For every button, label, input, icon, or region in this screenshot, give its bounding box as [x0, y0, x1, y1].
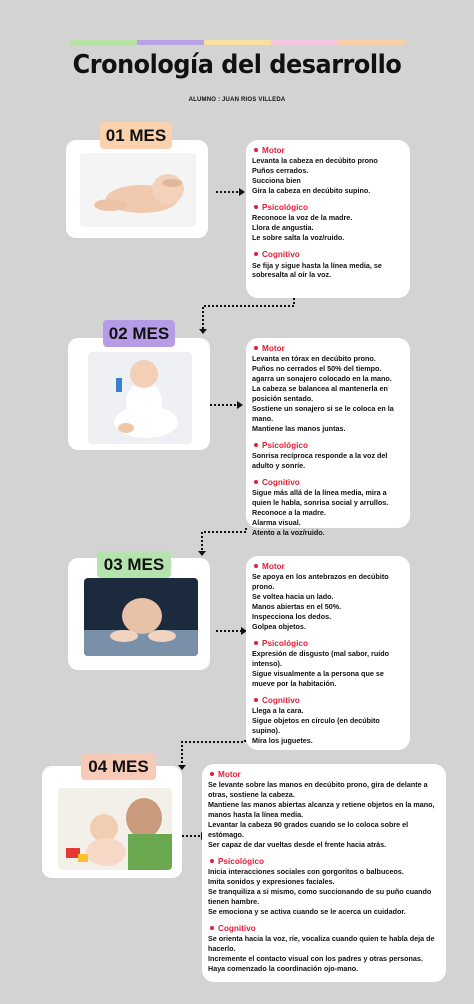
info-line: Inicia interacciones sociales con gorgoritos o balbuceos. [208, 867, 404, 877]
info-line: Reconoce a la madre. [252, 508, 326, 518]
info-line: Sonrisa recíproca responde a la voz del [252, 451, 388, 461]
info-line: Golpea objetos. [252, 622, 306, 631]
section-title-cognitivo: Cognitivo [262, 249, 404, 260]
info-line: posición sentado. [252, 394, 314, 404]
info-line: mueve por la habitación. [252, 679, 337, 689]
info-line: intenso). [252, 659, 282, 669]
section-title-motor: Motor [262, 145, 404, 156]
stage-4-badge: 04 MES [81, 753, 156, 780]
section-title-motor: Motor [262, 561, 404, 572]
info-line: Succiona bien [252, 176, 301, 186]
info-line: otras, sostiene la cabeza. [208, 790, 295, 800]
info-line: Le sobre salta la voz/ruido. [252, 233, 345, 243]
info-line: Expresión de disgusto (mal sabor, ruido [252, 649, 389, 659]
info-line: hacerlo. [208, 944, 236, 954]
info-line: Llega a la cara. [252, 706, 304, 716]
info-line: Se levante sobre las manos en decúbito prono, gira de delante a [208, 780, 428, 790]
info-line: Llora de angustia. [252, 223, 314, 233]
color-bar [137, 40, 204, 45]
color-bar [338, 40, 405, 45]
stage-3-info-card [246, 556, 410, 750]
page-title: Cronología del desarrollo [72, 50, 402, 80]
info-line: adulto y sonríe. [252, 461, 306, 471]
stage-2-badge: 02 MES [103, 320, 175, 347]
section-title-psicologico: Psicológico [262, 440, 404, 451]
info-line: Mantiene las manos juntas. [252, 423, 346, 433]
info-line: Incremente el contacto visual con los padres y otras personas. [208, 954, 423, 964]
info-line: Mantiene las manos abiertas alcanza y retiene objetos en la mano, [208, 800, 435, 810]
info-line: Atento a la voz/ruido. [252, 528, 325, 538]
info-line: tienen hambre. [208, 897, 260, 906]
info-line: Manos abiertas en el 50%. [252, 602, 342, 612]
baby-photo-icon [88, 352, 192, 444]
stage-3-photo [84, 578, 198, 656]
info-line: Levanta la cabeza en decúbito prono [252, 156, 378, 166]
baby-photo-icon [80, 153, 196, 227]
section-title-cognitivo: Cognitivo [262, 695, 404, 706]
section-title-psicologico: Psicológico [262, 202, 404, 213]
info-line: manos hasta la línea media. [208, 810, 304, 820]
color-bar [204, 40, 271, 45]
color-bar [70, 40, 137, 45]
info-line: Sigue visualmente a la persona que se [252, 669, 384, 679]
info-line: Se voltea hacia un lado. [252, 592, 334, 602]
section-title-cognitivo: Cognitivo [218, 923, 440, 934]
info-line: Levanta en tórax en decúbito prono. [252, 354, 376, 364]
stage-1-info-card [246, 140, 410, 298]
info-line: Mira los juguetes. [252, 736, 313, 746]
stage-4-info-card [202, 764, 446, 982]
info-line: Levantar la cabeza 90 grados cuando se lo coloca sobre el [208, 820, 409, 830]
info-line: estómago. [208, 830, 244, 839]
info-line: Haya comenzado la coordinación ojo-mano. [208, 964, 359, 973]
info-line: Sostiene un sonajero si se le coloca en la [252, 404, 394, 413]
info-line: prono. [252, 582, 275, 592]
info-line: Reconoce la voz de la madre. [252, 213, 353, 223]
info-line: Se fija y sigue hasta la línea media, se [252, 260, 382, 270]
info-line: Imita sonidos y expresiones faciales. [208, 877, 335, 887]
section-title-motor: Motor [262, 343, 404, 354]
info-line: Sigue objetos en círculo (en decúbito [252, 716, 380, 726]
info-line: Puños no cerrados el 50% del tiempo. [252, 364, 382, 374]
section-title-psicologico: Psicológico [262, 638, 404, 649]
info-line: Se emociona y se activa cuando se le acerca un cuidador. [208, 906, 406, 916]
info-line: mano. [252, 413, 274, 423]
color-bar [271, 40, 338, 45]
info-line: La cabeza se balancea al mantenerla en [252, 384, 388, 394]
stage-3-badge: 03 MES [97, 551, 171, 578]
stage-2-photo [88, 352, 192, 444]
info-line: Se orienta hacia la voz, ríe, vocaliza cuando quien te habla deja de [208, 934, 435, 944]
info-line: quien le habla, sonrisa social y arrullos. [252, 498, 389, 508]
info-line: agarra un sonajero colocado en la mano. [252, 374, 392, 384]
stage-1-photo [80, 153, 196, 227]
info-line: Se apoya en los antebrazos en decúbito [252, 572, 389, 582]
section-title-psicologico: Psicológico [218, 856, 440, 867]
section-title-motor: Motor [218, 769, 440, 780]
info-line: Gira la cabeza en decúbito supino. [252, 186, 371, 196]
color-bar-strip [70, 40, 405, 45]
stage-4-photo [58, 788, 172, 870]
baby-photo-icon [84, 578, 198, 656]
author-label: ALUMNO : JUAN RIOS VILLEDA [188, 97, 286, 103]
stage-1-badge: 01 MES [100, 122, 172, 149]
info-line: Alarma visual. [252, 518, 301, 528]
info-line: Se tranquiliza a si mismo, como succionando de su puño cuando [208, 887, 432, 897]
info-line: supino). [252, 726, 280, 736]
baby-with-parent-photo-icon [58, 788, 172, 870]
info-line: Sigue más allá de la línea media, mira a [252, 488, 387, 498]
stage-2-info-card [246, 338, 410, 538]
info-line: Puños cerrados. [252, 166, 309, 176]
info-line: Inspecciona los dedos. [252, 612, 332, 622]
info-line: Ser capaz de dar vueltas desde el frente hacia atrás. [208, 839, 387, 849]
info-line: sobresalta al oír la voz. [252, 270, 332, 280]
section-title-cognitivo: Cognitivo [262, 477, 404, 488]
